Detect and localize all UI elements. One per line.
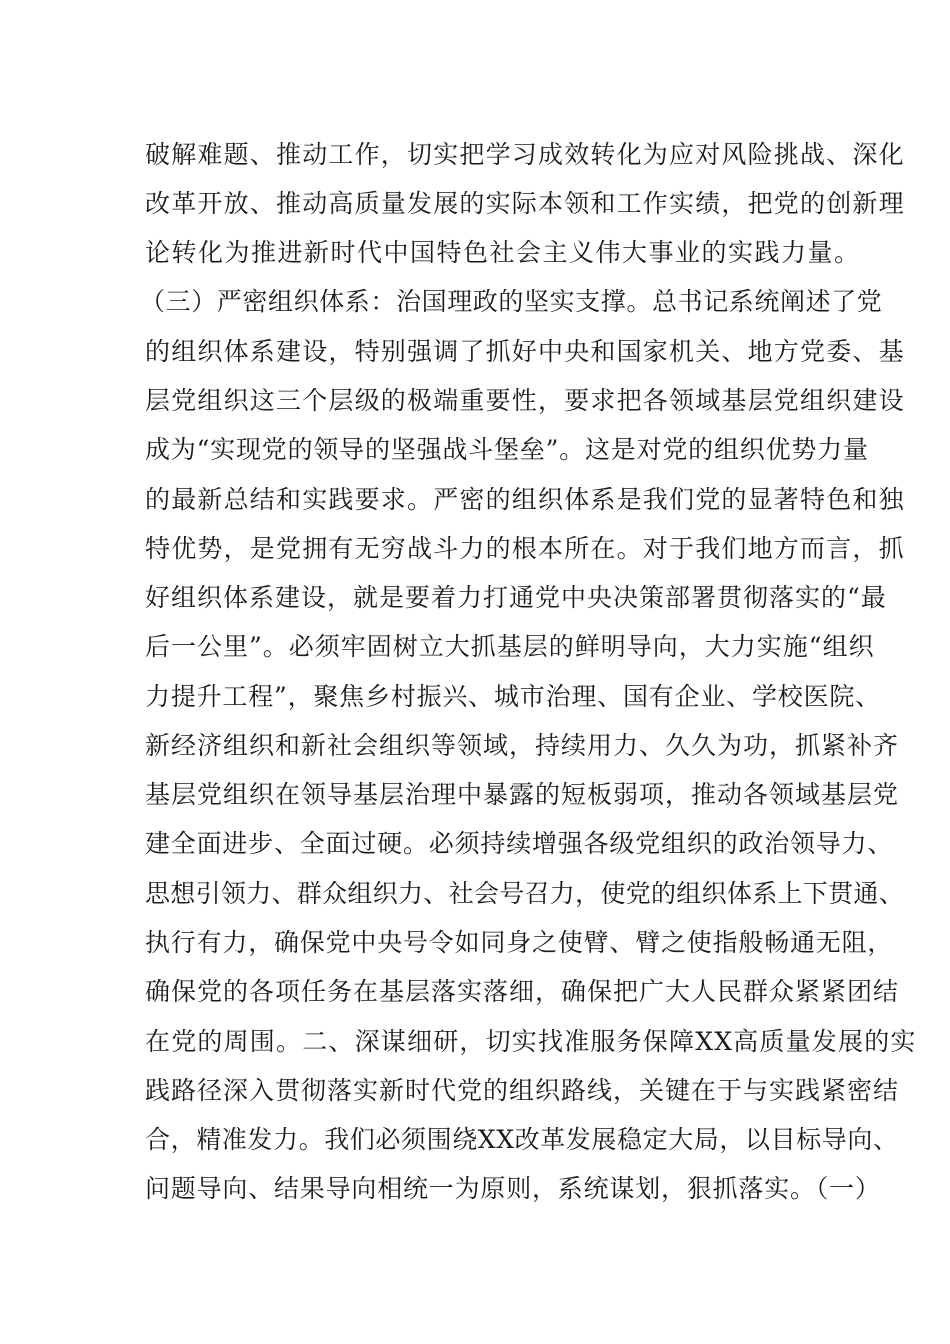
text-line-16: 思想引领力、群众组织力、社会号召力，使党的组织体系上下贯通、 xyxy=(145,879,905,908)
text-line-1: 破解难题、推动工作，切实把学习成效转化为应对风险挑战、深化 xyxy=(145,140,905,169)
text-line-20: 践路径深入贯彻落实新时代党的组织路线，关键在于与实践紧密结 xyxy=(145,1076,900,1105)
text-line-8: 的最新总结和实践要求。严密的组织体系是我们党的显著特色和独 xyxy=(145,485,905,514)
text-line-12: 力提升工程”，聚焦乡村振兴、城市治理、国有企业、学校医院、 xyxy=(145,682,881,711)
text-line-22: 问题导向、结果导向相统一为原则，系统谋划，狠抓落实。（一） xyxy=(145,1174,881,1203)
text-line-5: 的组织体系建设，特别强调了抓好中央和国家机关、地方党委、基 xyxy=(145,337,905,366)
text-line-2: 改革开放、推动高质量发展的实际本领和工作实绩，把党的创新理 xyxy=(145,189,905,218)
text-line-18: 确保党的各项任务在基层落实落细，确保把广大人民群众紧紧团结 xyxy=(145,977,900,1006)
text-line-11: 后一公里”。必须牢固树立大抓基层的鲜明导向，大力实施“组织 xyxy=(145,632,875,661)
text-line-3: 论转化为推进新时代中国特色社会主义伟大事业的实践力量。 xyxy=(145,238,861,267)
text-line-13: 新经济组织和新社会组织等领域，持续用力、久久为功，抓紧补齐 xyxy=(145,731,900,760)
text-line-7: 成为“实现党的领导的坚强战斗堡垒”。这是对党的组织优势力量 xyxy=(145,435,869,464)
text-line-17: 执行有力，确保党中央号令如同身之使臂、臂之使指般畅通无阻， xyxy=(145,928,894,957)
text-line-21: 合，精准发力。我们必须围绕XX改革发展稳定大局，以目标导向、 xyxy=(145,1125,899,1154)
text-line-15: 建全面进步、全面过硬。必须持续增强各级党组织的政治领导力、 xyxy=(145,829,894,858)
text-line-6: 层党组织这三个层级的极端重要性，要求把各领域基层党组织建设 xyxy=(145,386,905,415)
text-line-14: 基层党组织在领导基层治理中暴露的短板弱项，推动各领域基层党 xyxy=(145,780,900,809)
text-line-19: 在党的周围。二、深谋细研，切实找准服务保障XX高质量发展的实 xyxy=(145,1027,917,1056)
text-line-10: 好组织体系建设，就是要着力打通党中央决策部署贯彻落实的“最 xyxy=(145,583,887,612)
text-line-4: （三）严密组织体系：治国理政的坚实支撑。总书记系统阐述了党 xyxy=(140,287,883,316)
text-line-9: 特优势，是党拥有无穷战斗力的根本所在。对于我们地方而言，抓 xyxy=(145,534,905,563)
